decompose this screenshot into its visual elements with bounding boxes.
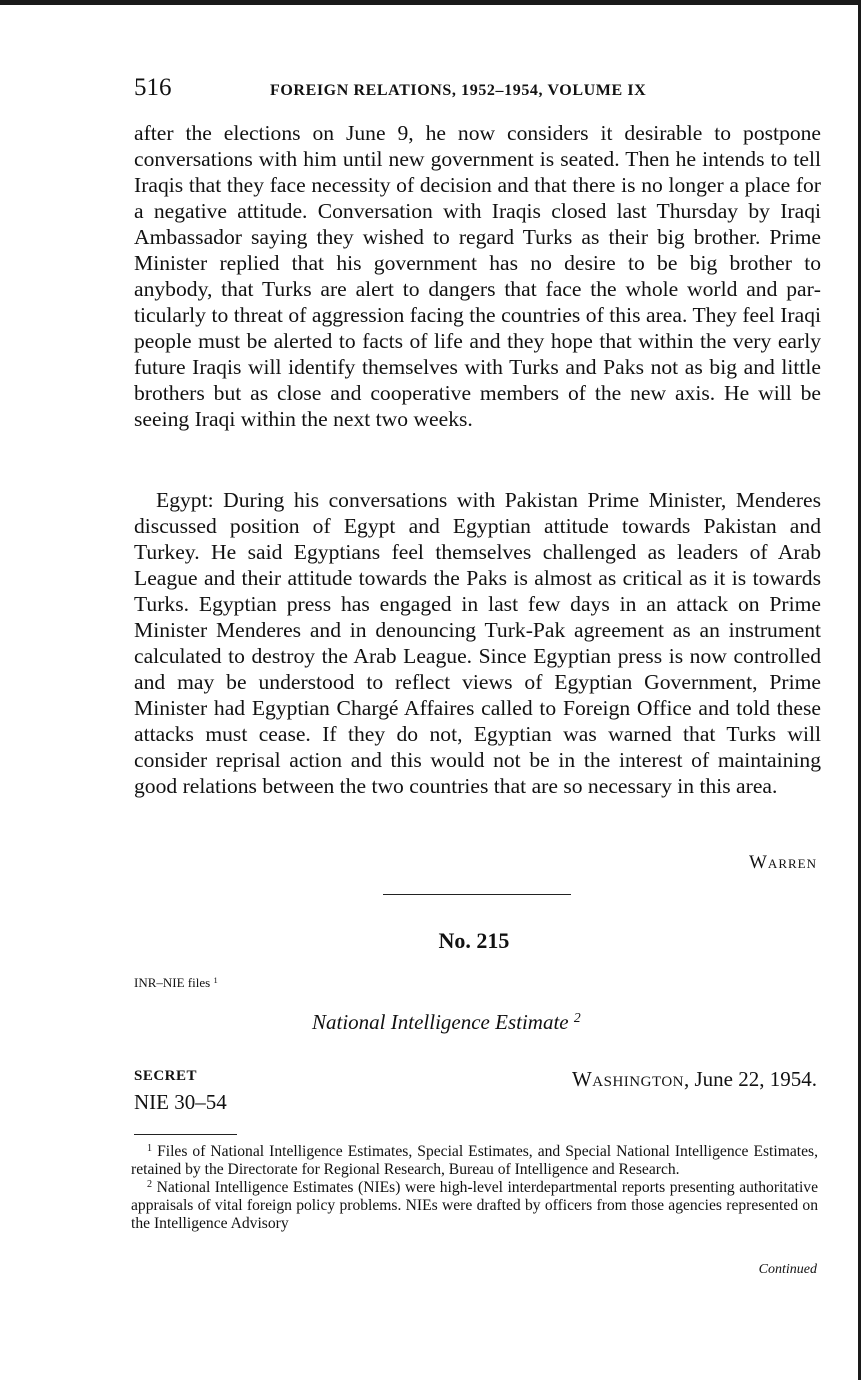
scan-border-top: [0, 0, 861, 5]
footnote-marker: 2: [147, 1178, 153, 1190]
section-divider: [383, 894, 571, 895]
footnote-text: National Intelligence Estimates (NIEs) were high-level interdepartmental reports presenting authoritative appraisals of vital foreign policy problems. NIEs were drafted by officers from those agencies represented on the Intelligence Advisory: [131, 1179, 819, 1232]
footnote-rule: [134, 1134, 237, 1135]
body-paragraph-2: [134, 487, 821, 799]
footnote-marker: 1: [147, 1142, 153, 1154]
running-head: FOREIGN RELATIONS, 1952–1954, VOLUME IX: [270, 82, 647, 99]
dateline: [572, 1067, 817, 1092]
footnote-1: [131, 1143, 818, 1179]
dateline-date: , June 22, 1954.: [684, 1067, 817, 1091]
continued-label: Continued: [758, 1262, 817, 1277]
footnote-2: [131, 1179, 818, 1233]
classification-marking: SECRET: [134, 1068, 198, 1084]
signature: Warren: [749, 852, 817, 873]
source-note-text: INR–NIE files: [134, 975, 211, 990]
document-title-text: National Intelligence Estimate: [312, 1010, 569, 1034]
body-paragraph-1: [134, 120, 821, 432]
document-title: [312, 1010, 581, 1035]
document-id: NIE 30–54: [134, 1090, 227, 1114]
footnote-text: Files of National Intelligence Estimates, Special Estimates, and Special National Intelligence Estimates, retained by the Directorate for Regional Research, Bureau of Intelligence and Research.: [131, 1143, 818, 1178]
page-number: 516: [134, 74, 172, 101]
paragraph-text: after the elections on June 9, he now considers it desirable to postpone conversations with him until new government is seated. Then he intends to tell Iraqis that they face necessity of decision and that there is no longer a place for a negative attitude. Conversation with Iraqis closed last Thursday by Iraqi Ambassador saying they wished to regard Turks as their big brother. Prime Minister replied that his government has no desire to be big brother to anybody, that Turks are alert to dangers that face the whole world and particularly to threat of aggression facing the countries of this area. They feel Iraqi people must be alerted to facts of life and they hope that within the very early future Iraqis will identify themselves with Turks and Paks not as big and little brothers but as close and cooperative members of the new axis. He will be seeing Iraqi within the next two weeks.: [134, 121, 821, 431]
dateline-place: Washington: [571, 1067, 684, 1091]
footnote-ref-1: 1: [213, 974, 218, 985]
document-number: No. 215: [438, 928, 510, 953]
footnotes: [131, 1143, 818, 1233]
source-note: [134, 975, 218, 991]
paragraph-text: Egypt: During his conversations with Pakistan Prime Minister, Menderes discussed position of Egypt and Egyptian attitude towards Pakistan and Turkey. He said Egyptians feel themselves challenged as leaders of Arab League and their attitude towards the Paks is almost as critical as it is towards Turks. Egyptian press has engaged in last few days in an attack on Prime Minister Menderes and in denouncing Turk-Pak agreement as an instrument calculated to destroy the Arab League. Since Egyptian press is now controlled and may be understood to reflect views of Egyptian Government, Prime Minister had Egyptian Chargé Affaires called to Foreign Office and told these attacks must cease. If they do not, Egyptian was warned that Turks will consider reprisal action and this would not be in the interest of maintaining good relations between the two countries that are so necessary in this area.: [134, 488, 821, 798]
footnote-ref-2: 2: [573, 1010, 581, 1026]
